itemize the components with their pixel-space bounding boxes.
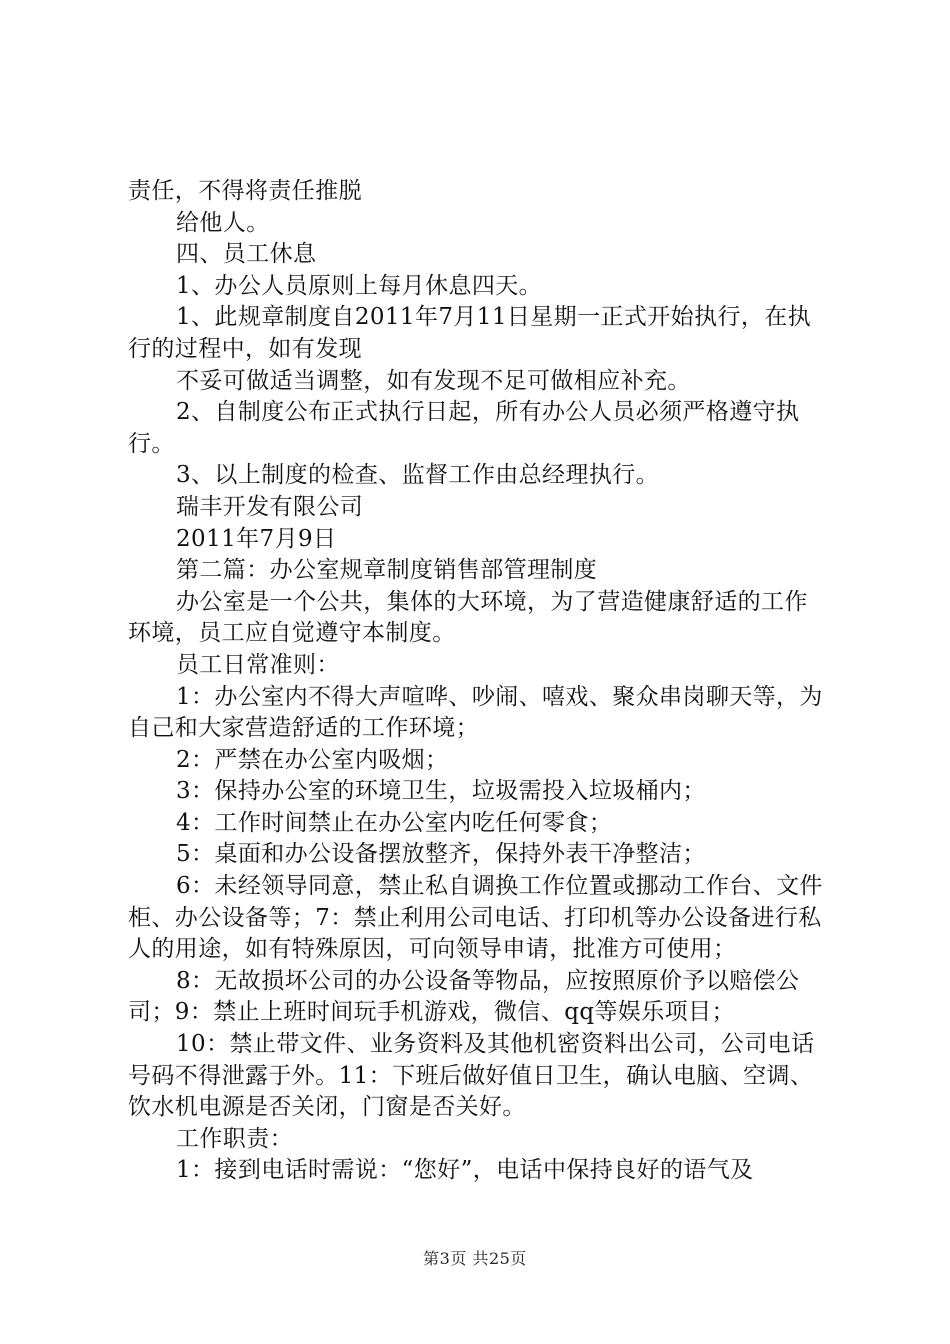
- paragraph-3: 1、办公人员原则上每月休息四天。: [176, 272, 543, 299]
- paragraph-2: 给他人。: [176, 209, 270, 236]
- rule-10-11: 10：禁止带文件、业务资料及其他机密资料出公司，公司电话号码不得泄露于外。11：下班后做好值日卫生，确认电脑、空调、饮水机电源是否关闭，门窗是否关好。: [128, 1031, 815, 1121]
- rule-8-9: 8：无故损坏公司的办公设备等物品，应按照原价予以赔偿公司；9：禁止上班时间玩手机游戏，微信、qq等娱乐项目；: [128, 967, 800, 1026]
- paragraph-7: 3、以上制度的检查、监督工作由总经理执行。: [176, 462, 660, 489]
- rule-5: 5：桌面和办公设备摆放整齐，保持外表干净整洁；: [176, 841, 706, 868]
- paragraph-4: 1、此规章制度自2011年7月11日星期一正式开始执行，在执行的过程中，如有发现: [128, 304, 812, 362]
- paragraph-5: 不妥可做适当调整，如有发现不足可做相应补充。: [176, 367, 691, 394]
- company-name: 瑞丰开发有限公司: [176, 493, 364, 520]
- rule-3: 3：保持办公室的环境卫生，垃圾需投入垃圾桶内；: [176, 778, 706, 805]
- paragraph-8: 办公室是一个公共，集体的大环境，为了营造健康舒适的工作环境，员工应自觉遵守本制度。: [128, 588, 808, 647]
- paragraph-6: 2、自制度公布正式执行日起，所有办公人员必须严格遵守执行。: [128, 399, 800, 457]
- chapter-heading: 第二篇：办公室规章制度销售部管理制度: [176, 557, 598, 584]
- rule-6-7: 6：未经领导同意，禁止私自调换工作位置或挪动工作台、文件柜、办公设备等；7：禁止利用公司电话、打印机等办公设备进行私人的用途，如有特殊原因，可向领导申请，批准方可使用；: [128, 873, 823, 963]
- subheading-job-duties: 工作职责：: [176, 1125, 293, 1152]
- rule-1: 1：办公室内不得大声喧哗、吵闹、嘻戏、聚众串岗聊天等，为自己和大家营造舒适的工作环境；: [128, 683, 823, 742]
- document-body: [128, 176, 828, 1187]
- document-date: 2011年7月9日: [176, 525, 337, 552]
- subheading-daily-rules: 员工日常准则：: [176, 651, 340, 678]
- duty-1: 1：接到电话时需说：“您好”，电话中保持良好的语气及: [176, 1157, 754, 1184]
- rule-4: 4：工作时间禁止在办公室内吃任何零食；: [176, 809, 613, 836]
- page-number-footer: 第3页 共25页: [423, 1249, 527, 1268]
- paragraph-1: 责任，不得将责任推脱: [128, 178, 362, 204]
- section-heading-rest: 四、员工休息: [176, 241, 317, 268]
- rule-2: 2：严禁在办公室内吸烟；: [176, 746, 449, 773]
